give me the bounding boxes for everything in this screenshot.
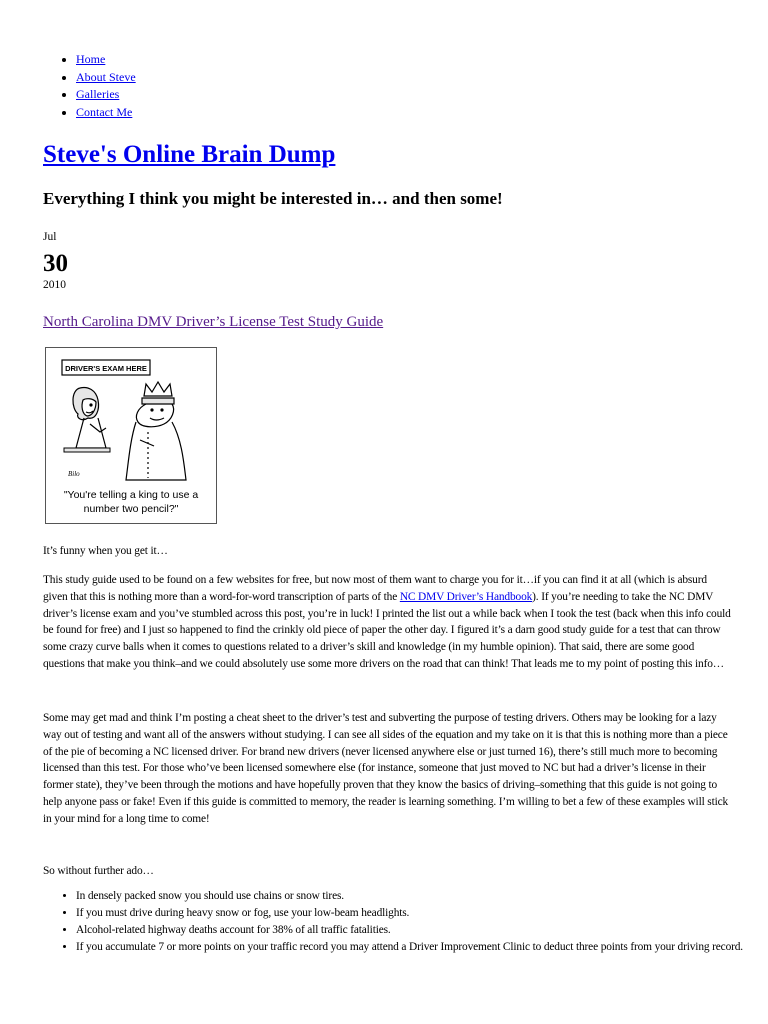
nav-item-home (76, 51, 136, 69)
post-intro: It’s funny when you get it… (43, 545, 168, 557)
post-title (43, 312, 383, 332)
post-paragraph-2: Some may get mad and think I’m posting a cheat sheet to the driver’s test and subverting the purpose of testing drivers. Others may be looking for a lazy way out of testing and want all of the answers without studying. I can see all sides of the equation and my take on it is that this is nothing more than a piece of the pie of becoming a NC licensed driver. For brand new drivers (never licensed anywhere else or just turned 16), there’s still much more to becoming licensed than this test. For those who’ve been licensed somewhere else (for instance, someone that just moved to NC but had a driver’s license in their former state), they’ve been through the motions and have hopefully proven that they know the basics of driving–something that this guide is not going to help anyone pass or fake! Even if this guide is committed to memory, the reader is learning something. I’m willing to bet a few of these examples will stick in your mind for a long time to come! (43, 712, 729, 825)
site-nav (43, 51, 136, 121)
post-date-month: Jul (43, 231, 57, 243)
study-guide-list (43, 888, 764, 956)
nav-item-galleries (76, 86, 136, 104)
nav-link-contact[interactable]: Contact Me (76, 104, 133, 119)
list-item: • If you must drive during heavy snow or fog, use your low-beam headlights. (76, 905, 764, 922)
nav-link-home[interactable]: Home (76, 52, 106, 66)
nav-item-about (76, 69, 136, 87)
nav-link-galleries[interactable]: Galleries (76, 87, 120, 101)
cartoon-caption-line2: number two pencil?" (83, 503, 179, 515)
exam-sign-text: DRIVER'S EXAM HERE (65, 364, 147, 373)
exam-counter (64, 448, 110, 452)
nav-item-contact (76, 104, 136, 122)
post-title-link[interactable]: North Carolina DMV Driver’s License Test Study Guide (43, 314, 384, 330)
king-figure (126, 382, 186, 480)
clerk-figure (73, 388, 106, 449)
cartoon-caption-line1: "You're telling a king to use a (63, 489, 199, 501)
artist-signature: Bilo (68, 470, 80, 478)
cartoon-image (45, 347, 217, 524)
post-date-year: 2010 (43, 279, 66, 291)
list-item: • In densely packed snow you should use chains or snow tires. (76, 888, 764, 905)
nav-link-about[interactable]: About Steve (76, 69, 136, 84)
post-paragraph-1-text-b: ). If you’re needing to take the NC DMV driver’s license exam and you’ve stumbled across this post, you’re in luck! I printed the list out a while back when I took the test (back when this info could be found for free) and I just so happened to find the crinkly old piece of paper the other day. I figured it’s a darn good study guide for a test that can throw some crazy curve balls when it comes to questions related to a driver’s skill and knowledge (in my humble opinion). That said, there are some good questions that make you think–and we could absolutely use some more drivers on the road that can think! That leads me to my point of posting this info… (43, 590, 731, 670)
post-paragraph-3: So without further ado… (43, 865, 154, 877)
post-paragraph-1 (43, 572, 731, 673)
cartoon-drawing (46, 348, 216, 523)
site-title-link[interactable]: Steve's Online Brain Dump (43, 141, 336, 168)
list-item: • If you accumulate 7 or more points on your traffic record you may attend a Driver Improvement Clinic to deduct three points from your driving record. (76, 939, 764, 956)
post-paragraph-1-text-a: This study guide used to be found on a few websites for free, but now most of them want to charge you for it…if you can find it at all (which is absurd given that this is nothing more than a word-for-word transcription of parts of the (43, 574, 707, 603)
post-date-day: 30 (43, 250, 68, 277)
site-title (43, 140, 335, 170)
site-tagline: Everything I think you might be interested in… and then some! (43, 189, 503, 208)
nc-dmv-handbook-link[interactable]: NC DMV Driver’s Handbook (399, 590, 533, 603)
list-item: • Alcohol-related highway deaths account for 38% of all traffic fatalities. (76, 922, 764, 939)
